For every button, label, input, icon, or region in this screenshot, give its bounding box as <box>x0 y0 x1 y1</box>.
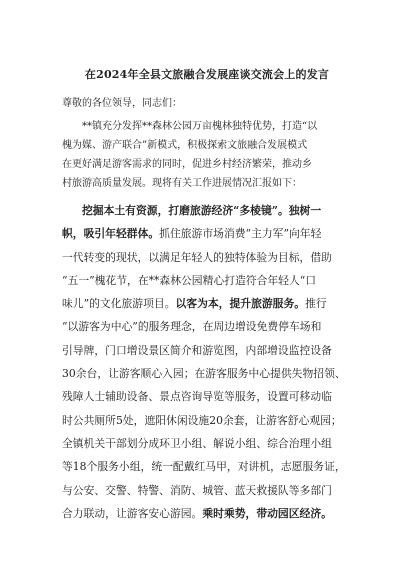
section-line: 残障人士辅助设备、景点咨询导览等服务，设置可移动临 <box>62 390 332 404</box>
section-line: 一代转变的现状，以满足年轻人的独特体验为目标，借助 <box>62 250 332 264</box>
intro-paragraph <box>62 117 352 193</box>
section-line: 帜，吸引年轻群体。抓住旅游市场消费“主力军”向年轻 <box>62 227 322 241</box>
section-line: 30余台，让游客顺心入园；在游客服务中心提供失物招领、 <box>62 367 346 381</box>
section-line: 时公共厕所5处，遮阳休闲设施20余套，让游客舒心观园； <box>62 413 342 427</box>
section-heading-line: 挖掘本土有资源，打磨旅游经济“多棱镜”。独树一 <box>82 204 322 217</box>
intro-line: 在更好满足游客需求的同时，促进乡村经济繁荣，推动乡 <box>62 159 312 170</box>
section-line: “以游客为中心”的服务理念，在周边增设免费停车场和 <box>62 320 322 334</box>
subheading-bold: 乘时乘势，带动园区经济。 <box>202 506 332 520</box>
document-body <box>62 68 352 529</box>
salutation: 尊敬的各位领导，同志们： <box>62 98 182 109</box>
intro-line: 村旅游高质量发展。现将有关工作进展情况汇报如下： <box>62 178 302 189</box>
document-title: 在2024年全县文旅融合发展座谈交流会上的发言 <box>84 68 330 81</box>
intro-line: 槐为媒、游产联合”新模式，积极探索文旅融合发展模式 <box>62 140 308 151</box>
section-line: 等18个服务小组，统一配戴红马甲，对讲机，志愿服务证， <box>62 460 346 474</box>
section-line: 味儿”的文化旅游项目。以客为本，提升旅游服务。推行 <box>62 297 327 311</box>
section-paragraph <box>62 199 352 525</box>
subheading-bold: 以客为本，提升旅游服务。 <box>175 297 306 311</box>
section-line: 与公安、交警、特警、消防、城管、蓝天救援队等多部门 <box>62 483 332 497</box>
section-line: 合力联动，让游客安心游园。乘时乘势，带动园区经济。 <box>62 506 332 520</box>
section-line: “五一”槐花节，在**森林公园精心打造符合年轻人“口 <box>62 273 317 287</box>
subheading-bold: 帜，吸引年轻群体。 <box>62 227 160 241</box>
section-line: 引导牌，门口增设景区简介和游览图，内部增设监控设备 <box>62 343 332 357</box>
section-line: 全镇机关干部划分成环卫小组、解说小组、综合治理小组 <box>62 436 332 450</box>
intro-line: **镇充分发挥**森林公园万亩槐林独特优势，打造“以 <box>82 121 318 132</box>
